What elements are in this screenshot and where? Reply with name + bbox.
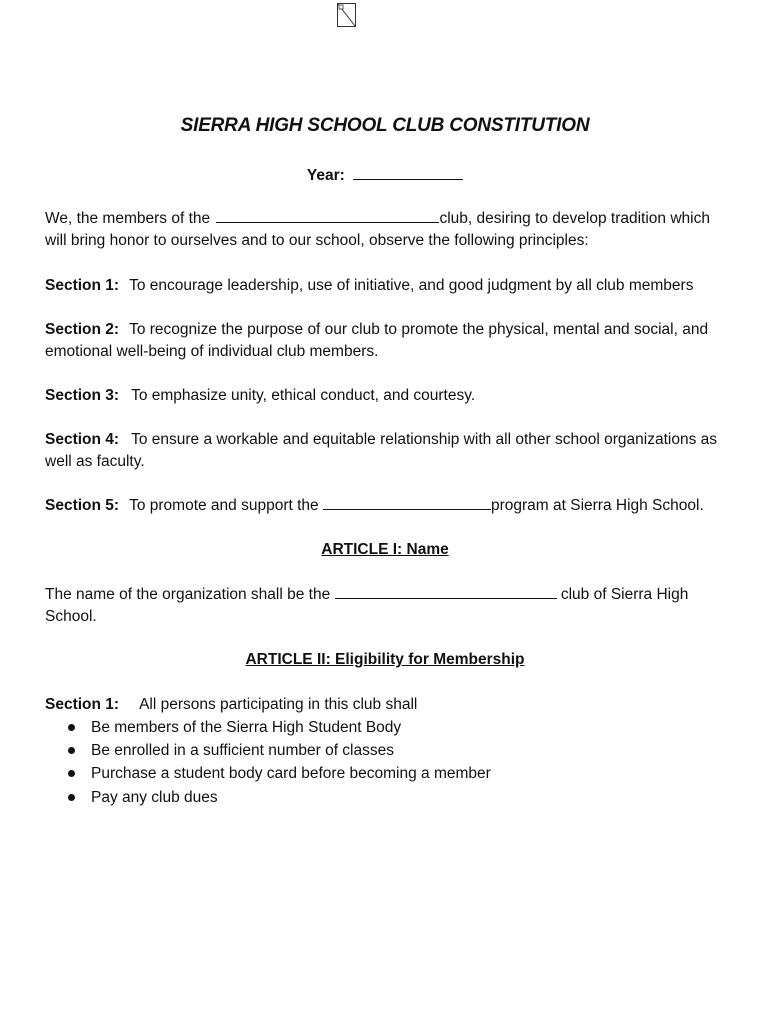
section-3: [45, 385, 735, 407]
year-line: [0, 165, 770, 185]
preamble-part2: club, desiring to develop tradition which will bring honor to ourselves and to our school, observe the following principles:: [45, 210, 710, 249]
section-1: [45, 275, 735, 297]
list-item: Pay any club dues: [62, 786, 491, 809]
organization-name-blank[interactable]: [335, 584, 557, 599]
year-blank[interactable]: [353, 165, 463, 180]
section-5: [45, 495, 735, 517]
section-1-text: To encourage leadership, use of initiative, and good judgment by all club members: [129, 277, 694, 294]
program-blank[interactable]: [323, 495, 491, 510]
section-5-label: Section 5:: [45, 497, 120, 514]
article-1-text-after: club of Sierra High School.: [45, 586, 689, 625]
section-4-text: To ensure a workable and equitable relationship with all other school organizations as well as faculty.: [45, 431, 717, 470]
section-3-label: Section 3:: [45, 387, 120, 404]
article-2-heading: ARTICLE II: Eligibility for Membership: [245, 651, 525, 668]
eligibility-list: [62, 716, 491, 809]
article-2-section-label: Section 1:: [45, 696, 120, 713]
section-2: [45, 319, 735, 363]
list-item: Purchase a student body card before becoming a member: [62, 762, 491, 785]
article-1-text-before: The name of the organization shall be the: [45, 586, 331, 603]
year-label: Year:: [306, 167, 345, 184]
document-title: SIERRA HIGH SCHOOL CLUB CONSTITUTION: [180, 115, 590, 136]
section-4: [45, 429, 735, 473]
broken-image-icon: [337, 3, 356, 27]
section-2-text: To recognize the purpose of our club to promote the physical, mental and social, and emotional well-being of individual club members.: [45, 321, 709, 360]
article-2-section-1: [45, 694, 735, 716]
preamble-part1: We, the members of the: [45, 210, 211, 227]
article-1-text: [45, 584, 735, 628]
section-5-text-before: To promote and support the: [129, 497, 319, 514]
section-2-label: Section 2:: [45, 321, 120, 338]
club-name-blank[interactable]: [216, 208, 439, 223]
list-item: Be members of the Sierra High Student Body: [62, 716, 491, 739]
section-1-label: Section 1:: [45, 277, 120, 294]
section-5-text-after: program at Sierra High School.: [490, 497, 704, 514]
section-4-label: Section 4:: [45, 431, 120, 448]
list-item: Be enrolled in a sufficient number of classes: [62, 739, 491, 762]
preamble: [45, 208, 735, 252]
article-1-heading: ARTICLE I: Name: [321, 541, 449, 558]
section-3-text: To emphasize unity, ethical conduct, and courtesy.: [131, 387, 476, 404]
article-2-section-text: All persons participating in this club shall: [139, 696, 418, 713]
